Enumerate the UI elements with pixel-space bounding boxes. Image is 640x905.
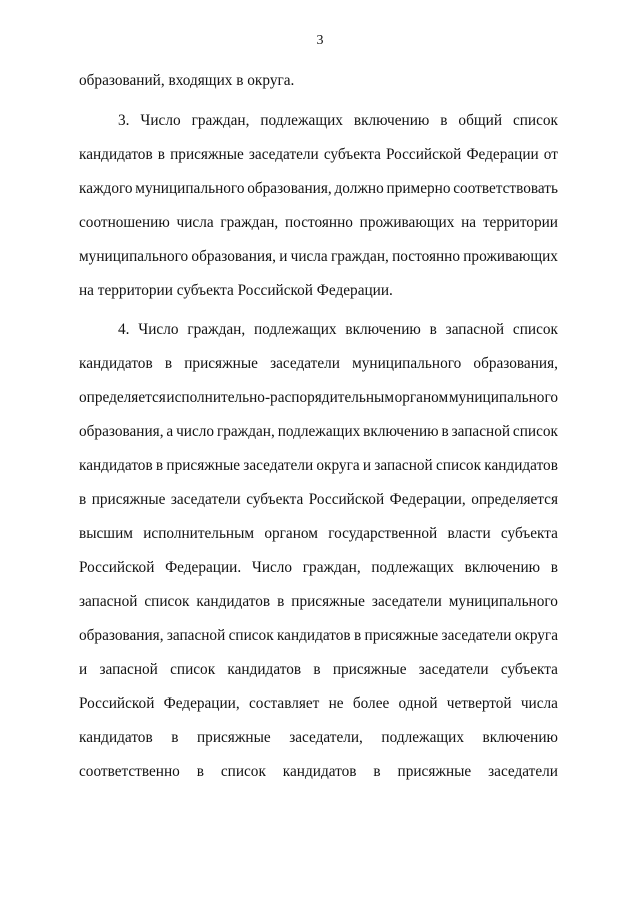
word: числа [176,214,214,231]
word: заседатели, [289,729,363,746]
word: Российской [79,559,155,576]
text-line [79,422,558,442]
word: проживающих [359,214,455,231]
text-line [79,247,558,267]
word: должно [334,180,384,197]
word: числа [290,248,328,265]
word: граждан, [220,214,279,231]
word: Федерации, [389,491,466,508]
text-line [79,694,558,714]
word: муниципального [448,593,558,610]
word: в [353,627,362,644]
word: органом [264,525,318,542]
word: запасной [99,661,158,678]
word: список [228,627,274,644]
text-line [79,660,558,680]
text-line [79,490,558,510]
word: примерно [386,180,451,197]
word: соответственно [79,763,180,780]
word: образования, [79,423,164,440]
word: исполнительным [143,525,255,542]
word: заседатели [441,627,512,644]
word: каждого [79,180,133,197]
text-line [79,388,558,408]
word: список [512,321,558,338]
word: в [277,593,285,610]
word: включению [345,321,421,338]
word: в [155,457,164,474]
text-line: на территории субъекта Российской Федерации. [79,282,393,299]
word: муниципального [135,180,245,197]
word: подлежащих [277,423,361,440]
word: присяжные [291,593,365,610]
word: исполнительно-распорядительным [166,389,394,406]
word: в [196,763,204,780]
word: присяжные [166,457,241,474]
text-line [79,762,558,782]
word: присяжные [91,491,166,508]
word: включению [482,729,558,746]
text-line [79,728,558,748]
word: присяжные [196,729,271,746]
word: и [362,457,372,474]
word: включению [464,559,541,576]
word: от [543,146,558,163]
text-line [79,456,558,476]
word: кандидатов [276,627,351,644]
word: муниципального [79,248,189,265]
word: Федерации, [163,695,240,712]
text-line [79,354,558,374]
word: кандидатов [79,729,153,746]
word: органом [394,389,449,406]
page-number: 3 [316,33,324,48]
word: не [328,695,344,712]
word: субъекта [500,525,558,542]
word: присяжные [184,355,258,372]
word: 3. [118,112,130,129]
word: округа [514,627,558,644]
word: субъекта [246,491,304,508]
word: постоянно [285,214,353,231]
word: в [313,661,321,678]
word: в [440,112,448,129]
word: кандидатов [282,763,357,780]
word: субъекта [500,661,558,678]
word: образования, [247,180,332,197]
word: кандидатов [196,593,271,610]
word: кандидатов [484,457,558,474]
word: определяется [79,389,166,406]
word: одной [398,695,438,712]
word: граждан, [330,248,389,265]
word: образования, [473,355,558,372]
word: постоянно [392,248,460,265]
word: список [220,763,266,780]
word: включению [353,112,430,129]
word: запасной [451,423,511,440]
word: определяется [471,491,558,508]
word: более [352,695,390,712]
word: запасной [445,321,505,338]
word: высшим [79,525,133,542]
word: Российской [79,695,155,712]
word: а [166,423,174,440]
word: в [441,423,449,440]
word: соответствовать [453,180,558,197]
word: заседатели [488,763,558,780]
word: власти [447,525,491,542]
word: включению [363,423,439,440]
word: список [144,593,190,610]
text-line [79,626,558,646]
word: Число [138,321,179,338]
word: соотношению [79,214,170,231]
word: граждан, [191,112,250,129]
word: четвертой [446,695,512,712]
text-line [79,558,558,578]
word: подлежащих [371,559,454,576]
word: округа [316,457,360,474]
word: 4. [118,321,130,338]
word: подлежащих [260,112,343,129]
word: заседатели [243,457,314,474]
word: Число [140,112,181,129]
word: Российской [385,146,462,163]
word: запасной [79,593,138,610]
word: Федерации. [165,559,242,576]
text-line [79,592,558,612]
word: запасной [166,627,226,644]
word: подлежащих [381,729,464,746]
word: территории [482,214,558,231]
word: заседатели [248,146,319,163]
word: присяжные [170,146,244,163]
word: составляет [248,695,320,712]
word: Число [251,559,293,576]
word: запасной [374,457,433,474]
word: проживающих [463,248,558,265]
word: граждан, [302,559,361,576]
word: заседатели [170,491,241,508]
word: в [550,559,558,576]
word: присяжные [364,627,439,644]
word: и [279,248,288,265]
word: Российской [308,491,385,508]
word: подлежащих [254,321,337,338]
word: образования, [79,627,164,644]
text-line [79,524,558,544]
word: в [157,146,166,163]
word: на [461,214,477,231]
text-line: образований, входящих в округа. [79,72,295,89]
text-line [79,213,558,233]
word: Федерации [466,146,539,163]
word: в [171,729,179,746]
word: образования, [191,248,276,265]
word: кандидатов [79,146,153,163]
word: субъекта [323,146,381,163]
word: список [512,112,558,129]
word: и [79,661,88,678]
word: граждан, [216,423,275,440]
word: присяжные [332,661,407,678]
text-line [118,320,558,340]
text-line [79,179,558,199]
word: заседатели [418,661,489,678]
text-line [79,145,558,165]
word: присяжные [397,763,472,780]
word: в [79,491,87,508]
word: муниципального [352,355,462,372]
word: заседатели [371,593,442,610]
word: число [176,423,215,440]
word: кандидатов [79,457,153,474]
word: в [164,355,173,372]
text-line [118,111,558,131]
word: муниципального [448,389,558,406]
word: заседатели [270,355,340,372]
word: кандидатов [79,355,153,372]
word: числа [520,695,558,712]
word: список [170,661,216,678]
word: список [435,457,482,474]
word: кандидатов [227,661,302,678]
word: в [373,763,381,780]
word: граждан, [187,321,246,338]
word: в [429,321,437,338]
word: государственной [328,525,438,542]
word: общий [458,112,503,129]
word: список [512,423,558,440]
